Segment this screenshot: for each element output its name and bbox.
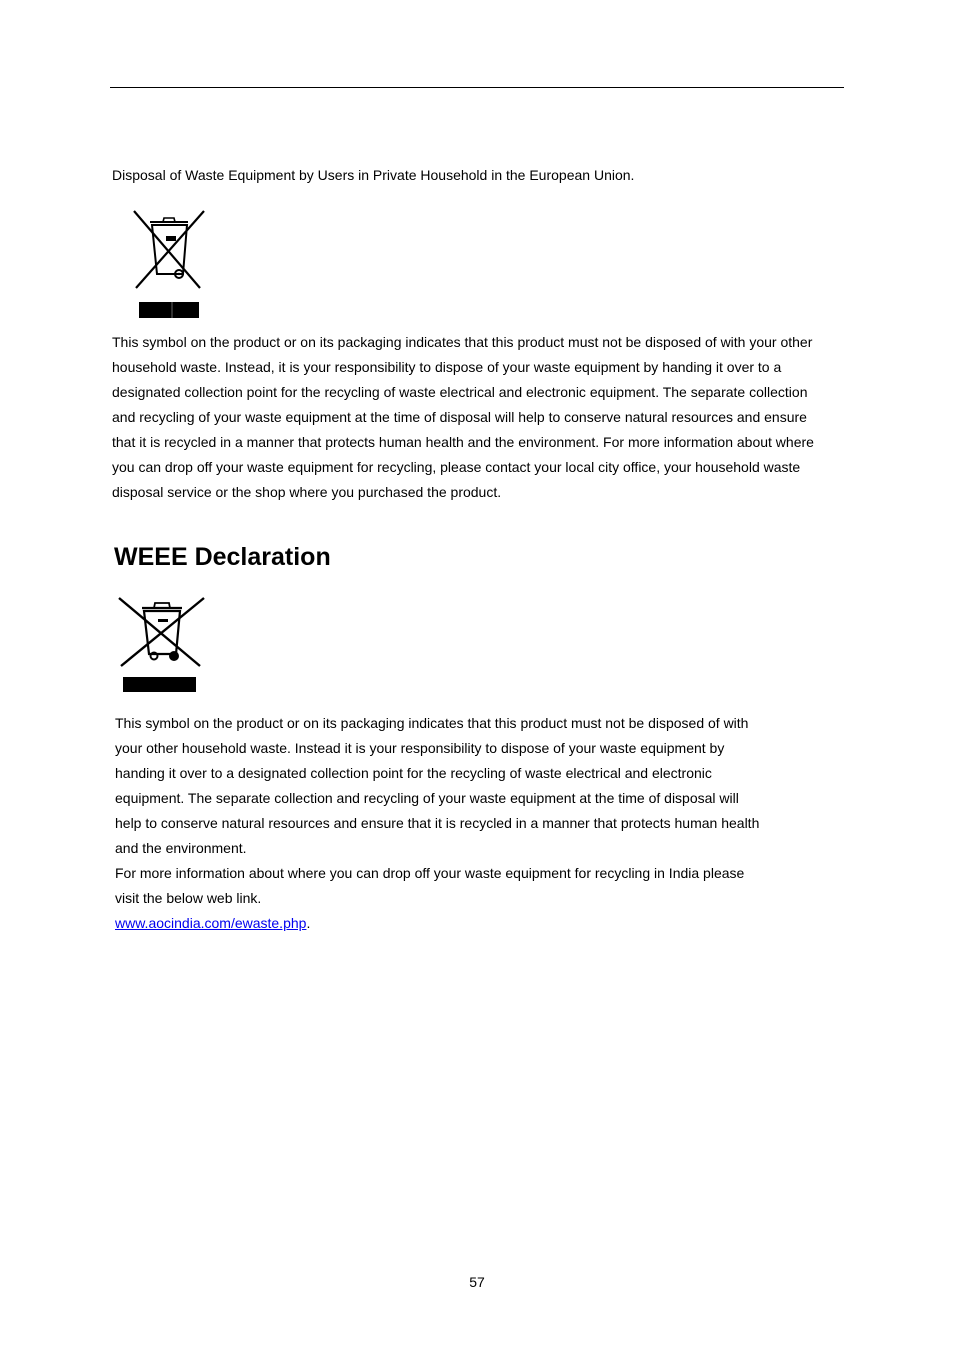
paragraph-line: help to conserve natural resources and ensure that it is recycled in a manner that protects human health	[115, 815, 760, 831]
header-rule	[110, 87, 844, 88]
paragraph-line: handing it over to a designated collection point for the recycling of waste electrical and electronic	[115, 765, 712, 781]
paragraph-line: household waste. Instead, it is your responsibility to dispose of your waste equipment by handing it over to a	[112, 359, 782, 375]
ewaste-link[interactable]: www.aocindia.com/ewaste.php	[115, 915, 307, 931]
disposal-paragraph	[112, 330, 842, 505]
page-number: 57	[469, 1274, 485, 1290]
paragraph-line: This symbol on the product or on its packaging indicates that this product must not be disposed of with your other	[112, 334, 813, 350]
section-heading: WEEE Declaration	[114, 543, 331, 571]
paragraph-line: your other household waste. Instead it is your responsibility to dispose of your waste equipment by	[115, 740, 725, 756]
paragraph-line: you can drop off your waste equipment for recycling, please contact your local city office, your household waste	[112, 459, 801, 475]
weee-paragraph	[115, 711, 815, 936]
paragraph-line: For more information about where you can drop off your waste equipment for recycling in India please	[115, 865, 745, 881]
intro-text: Disposal of Waste Equipment by Users in Private Household in the European Union.	[112, 167, 635, 183]
paragraph-line: designated collection point for the recycling of waste electrical and electronic equipment. The separate collection	[112, 384, 808, 400]
paragraph-line: This symbol on the product or on its packaging indicates that this product must not be disposed of with	[115, 715, 749, 731]
link-suffix: .	[306, 915, 311, 931]
paragraph-line: disposal service or the shop where you purchased the product.	[112, 484, 502, 500]
crossed-out-bin-icon	[130, 208, 208, 320]
paragraph-line: and recycling of your waste equipment at the time of disposal will help to conserve natural resources and ensure	[112, 409, 807, 425]
paragraph-line: and the environment.	[115, 840, 247, 856]
link-line	[115, 911, 815, 936]
paragraph-line: equipment. The separate collection and recycling of your waste equipment at the time of disposal will	[115, 790, 739, 806]
paragraph-line: visit the below web link.	[115, 890, 262, 906]
crossed-out-bin-icon	[116, 594, 208, 694]
paragraph-line: that it is recycled in a manner that protects human health and the environment. For more information about where	[112, 434, 814, 450]
